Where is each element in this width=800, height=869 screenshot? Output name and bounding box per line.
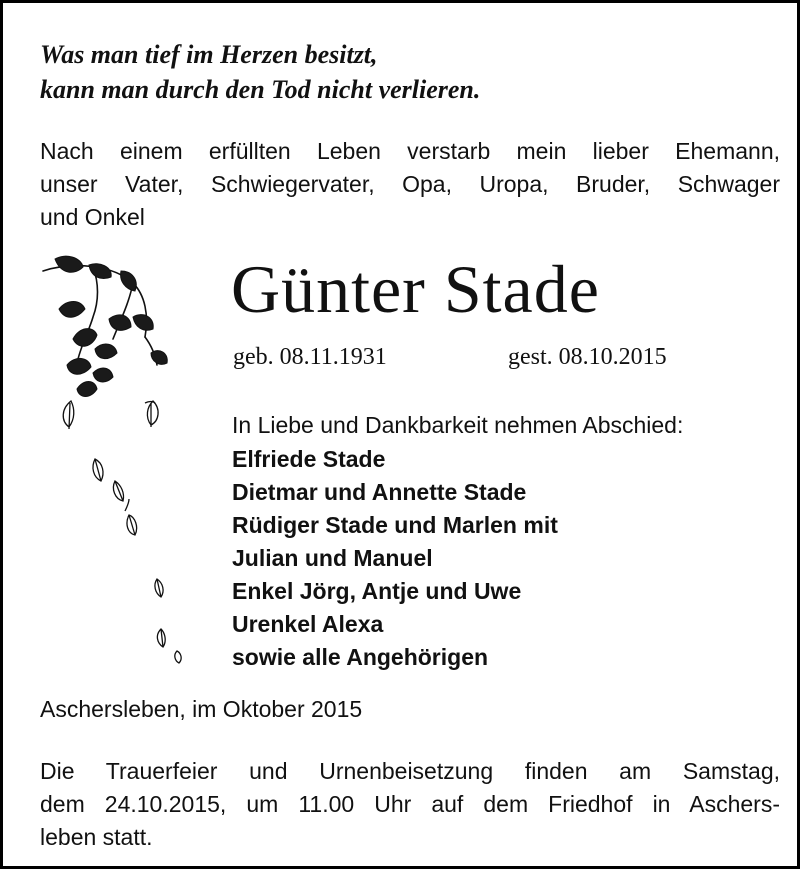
- motto-line-1: Was man tief im Herzen besitzt,: [40, 40, 378, 69]
- place-date: Aschersleben, im Oktober 2015: [40, 696, 363, 722]
- birth-date: geb. 08.11.1931: [233, 344, 387, 370]
- service-line-3: leben statt.: [40, 824, 153, 850]
- deceased-name: Günter Stade: [231, 251, 600, 327]
- motto: [40, 37, 780, 107]
- service-line-1: Die Trauerfeier und Urnenbeisetzung finden am Samstag,: [40, 758, 780, 784]
- list-item: Elfriede Stade: [232, 446, 386, 472]
- list-item: Enkel Jörg, Antje und Uwe: [232, 578, 522, 604]
- intro-line-3: und Onkel: [40, 204, 145, 230]
- list-item: Rüdiger Stade und Marlen mit: [232, 512, 558, 538]
- service-line-2: dem 24.10.2015, um 11.00 Uhr auf dem Friedhof in Aschers-: [40, 791, 780, 817]
- list-item: Julian und Manuel: [232, 545, 433, 571]
- list-item: Urenkel Alexa: [232, 611, 384, 637]
- service-info: [40, 755, 780, 854]
- list-item: Dietmar und Annette Stade: [232, 479, 527, 505]
- falling-leaves-icon: [33, 253, 213, 673]
- intro-line-2: unser Vater, Schwiegervater, Opa, Uropa, Bruder, Schwager: [40, 171, 780, 197]
- intro-line-1: Nach einem erfüllten Leben verstarb mein lieber Ehemann,: [40, 138, 780, 164]
- death-date: gest. 08.10.2015: [508, 344, 667, 370]
- farewell-heading: In Liebe und Dankbarkeit nehmen Abschied:: [232, 412, 684, 438]
- intro-text: [40, 135, 780, 234]
- mourners-list: [232, 443, 792, 674]
- motto-line-2: kann man durch den Tod nicht verlieren.: [40, 75, 481, 104]
- list-item: sowie alle Angehörigen: [232, 644, 489, 670]
